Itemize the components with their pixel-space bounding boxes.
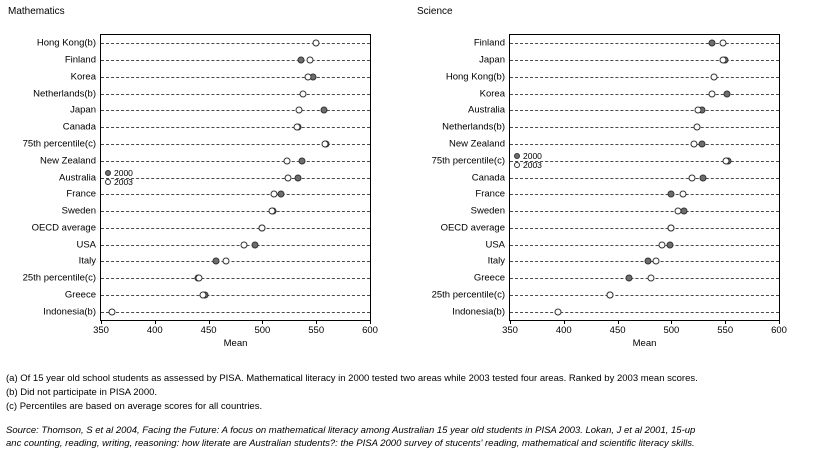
x-axis-tick [725, 320, 726, 324]
gridline-dashed [101, 43, 370, 44]
category-label: Netherlands(b) [33, 88, 96, 100]
data-point-2003 [555, 308, 562, 315]
category-label: Finland [473, 37, 505, 49]
legend [105, 169, 133, 187]
data-point-2003 [259, 224, 266, 231]
panel-title-mathematics: Mathematics [8, 6, 65, 17]
gridline-dashed [101, 144, 370, 145]
category-label: 75th percentile(c) [431, 155, 505, 167]
gridline-dashed [510, 94, 779, 95]
data-point-2003 [313, 40, 320, 47]
data-point-2003 [269, 208, 276, 215]
data-point-2003 [694, 124, 701, 131]
category-label: Finland [64, 54, 96, 66]
x-axis-tick-label: 350 [502, 325, 518, 336]
data-point-2003 [271, 191, 278, 198]
gridline-dashed [101, 211, 370, 212]
category-label: USA [76, 239, 96, 251]
x-axis-tick-label: 500 [663, 325, 680, 336]
x-axis-tick-label: 400 [146, 325, 163, 336]
gridline-dashed [510, 194, 779, 195]
gridline-dashed [510, 295, 779, 296]
gridline-dashed [510, 77, 779, 78]
data-point-2003 [720, 40, 727, 47]
category-label: Hong Kong(b) [445, 71, 505, 83]
category-label: Italy [78, 255, 96, 267]
x-axis-title: Mean [223, 338, 248, 349]
data-point-2003 [195, 275, 202, 282]
gridline-dashed [101, 77, 370, 78]
category-label: Canada [62, 121, 96, 133]
source-line-1 [6, 424, 812, 437]
data-point-2000 [294, 174, 301, 181]
gridline-dashed [510, 144, 779, 145]
category-label: 25th percentile(c) [431, 289, 505, 301]
gridline-dashed [101, 94, 370, 95]
legend [514, 152, 542, 170]
gridline-dashed [510, 178, 779, 179]
data-point-2000 [699, 174, 706, 181]
category-label: OECD average [440, 222, 505, 234]
x-axis-tick [209, 320, 210, 324]
source-label: Source: [6, 425, 39, 436]
x-axis-tick [779, 320, 780, 324]
category-label: Korea [479, 88, 505, 100]
category-label: Greece [473, 272, 505, 284]
data-point-2003 [241, 241, 248, 248]
data-point-2003 [607, 291, 614, 298]
category-label: New Zealand [449, 138, 505, 150]
data-point-2003 [321, 140, 328, 147]
x-axis-tick [564, 320, 565, 324]
data-point-2003 [108, 308, 115, 315]
x-axis-tick [510, 320, 511, 324]
category-label: Indonesia(b) [452, 306, 505, 318]
data-point-2000 [299, 157, 306, 164]
gridline-dashed [510, 60, 779, 61]
x-axis-title: Mean [632, 338, 657, 349]
gridline-dashed [510, 127, 779, 128]
data-point-2003 [306, 57, 313, 64]
footnote-a: (a) Of 15 year old school students as assessed by PISA. Mathematical literacy in 2000 tested two areas while 2003 tested four areas. Ranked by 2003 mean scores. [6, 373, 698, 384]
x-axis-tick [101, 320, 102, 324]
category-label: Canada [471, 172, 505, 183]
data-point-2003 [668, 224, 675, 231]
data-point-2000 [724, 90, 731, 97]
gridline-dashed [101, 278, 370, 279]
source-text-1: Thomson, S et al 2004, Facing the Future: A focus on mathematical literacy among Australian 15 year old students in PISA 2003. Lokan, J et al 2001, 15-up [38, 425, 696, 436]
category-label: Indonesia(b) [43, 306, 96, 318]
data-point-2000 [626, 275, 633, 282]
category-label: Greece [64, 289, 96, 301]
gridline-dashed [101, 295, 370, 296]
x-axis-tick-label: 600 [362, 325, 378, 336]
gridline-dashed [101, 60, 370, 61]
x-axis-tick-label: 550 [717, 325, 734, 336]
data-point-2003 [658, 241, 665, 248]
legend-marker-2000 [514, 153, 520, 159]
data-point-2003 [690, 140, 697, 147]
gridline-dashed [101, 110, 370, 111]
category-label: Australia [468, 104, 505, 116]
data-point-2003 [680, 191, 687, 198]
data-point-2003 [709, 90, 716, 97]
gridline-dashed [510, 278, 779, 279]
data-point-2003 [222, 258, 229, 265]
data-point-2003 [300, 90, 307, 97]
data-point-2003 [647, 275, 654, 282]
category-label: Sweden [470, 205, 505, 217]
category-label: Korea [70, 71, 96, 83]
plot-area-science [431, 34, 787, 349]
data-point-2003 [304, 73, 311, 80]
gridline-dashed [101, 228, 370, 229]
legend-marker-2003 [514, 162, 520, 168]
legend-item-2003 [514, 161, 542, 170]
gridline-dashed [510, 110, 779, 111]
footnote-b: (b) Did not participate in PISA 2000. [6, 387, 158, 398]
data-point-2003 [688, 174, 695, 181]
source-note [6, 424, 812, 450]
x-axis-tick [155, 320, 156, 324]
gridline-dashed [101, 161, 370, 162]
data-point-2000 [320, 107, 327, 114]
data-point-2003 [720, 57, 727, 64]
gridline-dashed [510, 312, 779, 313]
legend-item-2003-label: 2003 [523, 159, 542, 170]
category-label: 75th percentile(c) [22, 138, 96, 150]
legend-item-2000-label: 2000 [523, 150, 542, 161]
legend-item-2003 [105, 178, 133, 187]
data-point-2003 [723, 157, 730, 164]
gridline-dashed [510, 43, 779, 44]
x-axis-tick [316, 320, 317, 324]
x-axis-tick-label: 400 [555, 325, 572, 336]
category-label: France [475, 188, 505, 200]
gridline-dashed [101, 261, 370, 262]
category-label: France [66, 188, 96, 200]
x-axis-tick-label: 350 [93, 325, 109, 336]
category-label: Hong Kong(b) [36, 37, 96, 49]
category-label: New Zealand [40, 155, 96, 167]
data-point-2000 [277, 191, 284, 198]
category-label: OECD average [31, 222, 96, 234]
gridline-dashed [101, 245, 370, 246]
x-axis-tick-label: 500 [254, 325, 271, 336]
gridline-dashed [101, 127, 370, 128]
gridline-dashed [510, 228, 779, 229]
data-point-2000 [298, 57, 305, 64]
category-label: Japan [479, 54, 505, 66]
category-label: Japan [70, 104, 96, 116]
data-point-2003 [295, 107, 302, 114]
x-axis-tick-label: 600 [771, 325, 787, 336]
data-point-2003 [284, 157, 291, 164]
data-point-2003 [653, 258, 660, 265]
gridline-dashed [510, 161, 779, 162]
footnote-c: (c) Percentiles are based on average scores for all countries. [6, 401, 263, 412]
x-axis-tick-label: 450 [200, 325, 217, 336]
category-label: Australia [59, 172, 96, 183]
data-point-2000 [213, 258, 220, 265]
data-point-2000 [668, 191, 675, 198]
data-point-2003 [293, 124, 300, 131]
gridline-dashed [510, 211, 779, 212]
panel-title-science: Science [417, 6, 453, 17]
data-point-2000 [251, 241, 258, 248]
data-point-2003 [695, 107, 702, 114]
gridline-dashed [101, 312, 370, 313]
data-point-2003 [711, 73, 718, 80]
data-point-2003 [674, 208, 681, 215]
data-point-2000 [644, 258, 651, 265]
category-label: 25th percentile(c) [22, 272, 96, 284]
source-line-2: anc counting, reading, writing, reasoning: how literate are Australian students?: the PISA 2000 survey of stucents' reading, mathematical and scientific literacy skills. [6, 438, 695, 449]
data-point-2000 [681, 208, 688, 215]
legend-item-2003-label: 2003 [114, 176, 133, 187]
gridline-dashed [510, 245, 779, 246]
x-axis-tick [262, 320, 263, 324]
x-axis-tick-label: 450 [609, 325, 626, 336]
category-label: Italy [487, 255, 505, 267]
gridline-dashed [101, 194, 370, 195]
x-axis-tick [671, 320, 672, 324]
data-point-2003 [285, 174, 292, 181]
data-point-2000 [698, 140, 705, 147]
legend-marker-2000 [105, 170, 111, 176]
data-point-2000 [667, 241, 674, 248]
legend-marker-2003 [105, 179, 111, 185]
category-label: USA [485, 239, 505, 251]
x-axis-tick [370, 320, 371, 324]
footnotes [6, 372, 812, 414]
category-label: Sweden [61, 205, 96, 217]
gridline-dashed [101, 178, 370, 179]
data-point-2000 [709, 40, 716, 47]
x-axis-tick [618, 320, 619, 324]
plot-area-mathematics [22, 34, 378, 349]
x-axis-tick-label: 550 [308, 325, 325, 336]
category-label: Netherlands(b) [442, 121, 505, 133]
legend-item-2000-label: 2000 [114, 167, 133, 178]
data-point-2003 [200, 291, 207, 298]
